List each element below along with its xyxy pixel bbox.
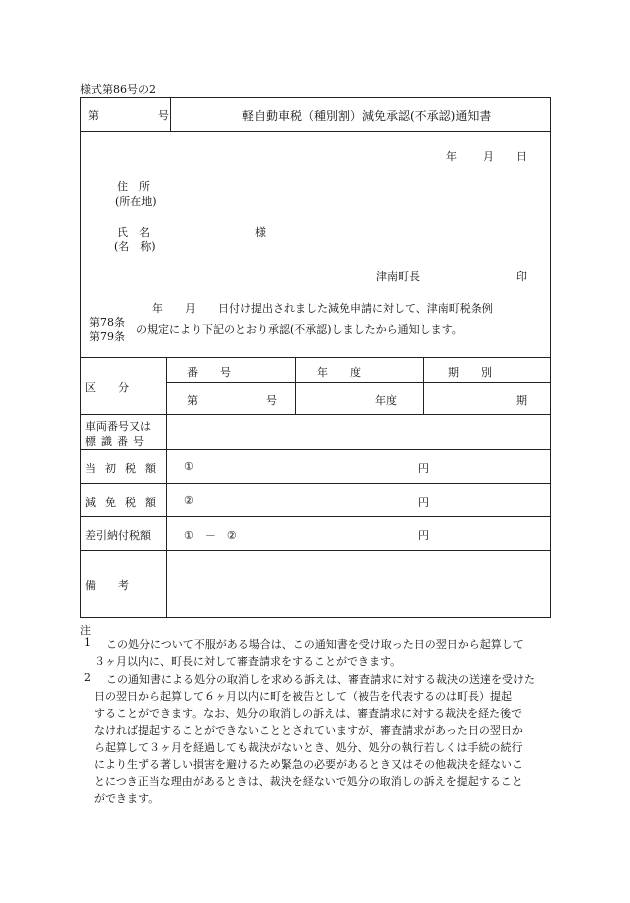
note-line: により生ずる著しい損害を避けるため緊急の必要があるとき又はその他裁決を経ないこ — [94, 758, 523, 771]
date-month: 月 — [483, 150, 494, 163]
vehicle-label-2: 標識番号 — [85, 435, 149, 448]
kubun-bottom-line — [80, 414, 551, 415]
note-line: とにつき正当な理由があるときは、裁決を経ないで処分の取消しの訴えを提起すること — [94, 775, 523, 788]
nendo-header: 年 度 — [317, 366, 361, 379]
reduction-mark: ② — [184, 494, 194, 507]
bango-dai: 第 — [187, 394, 198, 407]
notes-heading: 注 — [80, 624, 91, 637]
bango-go: 号 — [266, 394, 277, 407]
seal-mark: 印 — [516, 270, 527, 283]
mayor-title: 津南町長 — [376, 270, 420, 283]
date-day: 日 — [516, 150, 527, 163]
address-label: 住 所 — [117, 180, 150, 193]
note-line: なければ提起することができないこととされていますが、審査請求があった日の翌日か — [94, 724, 523, 737]
honorific-sama: 様 — [255, 226, 266, 239]
remarks-label: 備 考 — [85, 579, 129, 592]
vehicle-label-1: 車両番号又は — [85, 420, 151, 433]
address-sub-label: (所在地) — [115, 195, 157, 208]
bango-nendo-line — [295, 357, 296, 414]
reduction-label: 減免税額 — [85, 496, 165, 509]
date-year: 年 — [446, 150, 457, 163]
note-line: ３ヶ月以内に、町長に対して審査請求をすることができます。 — [94, 655, 402, 668]
nendo-kibetsu-line — [423, 357, 424, 414]
kibetsu-unit: 期 — [516, 394, 527, 407]
note-line: することができます。なお、処分の取消しの訴えは、審査請求に対する裁決を経た後で — [94, 707, 523, 720]
article-78: 第78条 — [89, 316, 125, 329]
notice-text-line2: の規定により下記のとおり承認(不承認)しましたから通知します。 — [136, 323, 463, 336]
header-divider — [80, 131, 551, 132]
note-number: 1 — [84, 636, 91, 649]
balance-yen: 円 — [418, 529, 429, 542]
balance-bottom-line — [80, 550, 551, 551]
note-line: ができます。 — [94, 792, 160, 805]
bango-header — [187, 364, 269, 380]
bango-header-text: 番 号 — [187, 366, 231, 379]
note-number: 2 — [84, 671, 91, 684]
kubun-label — [85, 379, 160, 395]
reduction-bottom-line — [80, 516, 551, 517]
header-vertical-divider — [170, 97, 171, 131]
reduction-yen: 円 — [418, 496, 429, 509]
name-sub-label: (名 称) — [114, 240, 156, 253]
document-title: 軽自動車税（種別割）減免承認(不承認)通知書 — [242, 109, 492, 123]
header-dai: 第 — [88, 109, 99, 122]
notice-text-line1: 年 月 日付け提出されました減免申請に対して、津南町税条例 — [152, 302, 493, 315]
initial-bottom-line — [80, 483, 551, 484]
note-line: ら起算して３ヶ月を経過しても裁決がないとき、処分、処分の執行若しくは手続の続行 — [94, 741, 523, 754]
vehicle-bottom-line — [80, 449, 551, 450]
note-line: 日の翌日から起算して６ヶ月以内に町を被告として（被告を代表するのは町長）提起 — [94, 690, 512, 703]
name-label: 氏 名 — [117, 226, 150, 239]
table-top-line — [80, 357, 551, 358]
header-go: 号 — [158, 109, 169, 122]
initial-tax-mark: ① — [184, 460, 194, 473]
form-number: 様式第86号の2 — [80, 83, 156, 96]
article-79: 第79条 — [89, 330, 125, 343]
label-column-line — [166, 357, 167, 618]
kibetsu-header: 期 別 — [448, 366, 492, 379]
balance-formula: ① － ② — [184, 529, 237, 542]
nendo-unit: 年度 — [375, 394, 397, 407]
initial-tax-yen: 円 — [418, 462, 429, 475]
note-line: この処分について不服がある場合は、この通知書を受け取った日の翌日から起算して — [106, 638, 524, 651]
kubun-text: 区 分 — [85, 381, 129, 394]
note-line: この通知書による処分の取消しを求める訴えは、審査請求に対する裁決の送達を受けた — [106, 673, 535, 686]
balance-label: 差引納付税額 — [85, 529, 151, 542]
initial-tax-label: 当初税額 — [85, 462, 165, 475]
kubun-mid-line — [166, 382, 551, 383]
